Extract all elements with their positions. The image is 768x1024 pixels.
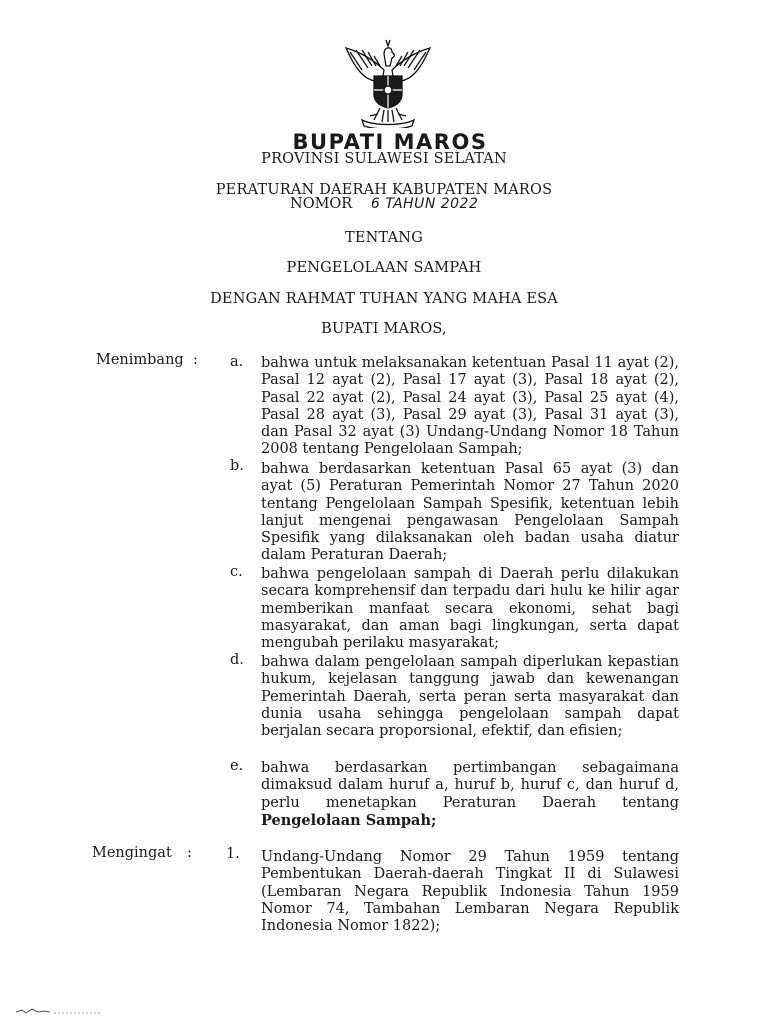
bupati-title: BUPATI MAROS — [292, 130, 488, 154]
menimbang-item-text: bahwa untuk melaksanakan ketentuan Pasal 11 ayat (2), Pasal 12 ayat (2), Pasal 17 ayat (3), Pasal 18 ayat (2), Pasal 22 ayat (2), Pasal 24 ayat (3), Pasal 25 ayat (4), Pasal 28 ayat (3), Pasal 29 ayat (3), Pasal 31 ayat (3), dan Pasal 32 ayat (3) Undang-Undang Nomor 18 Tahun 2008 tentang Pengelolaan Sampah; — [261, 355, 679, 458]
menimbang-item-e-bold: Pengelolaan Sampah; — [261, 811, 437, 829]
scan-mark-icon — [14, 1006, 104, 1016]
nomor-handwritten: 6 TAHUN 2022 — [370, 196, 479, 212]
regulation-title: PERATURAN DAERAH KABUPATEN MAROS — [215, 182, 553, 198]
menimbang-item-text — [261, 760, 679, 830]
addressee: BUPATI MAROS, — [321, 321, 447, 337]
menimbang-item-text: bahwa pengelolaan sampah di Daerah perlu dilakukan secara komprehensif dan terpadu dari hulu ke hilir agar memberikan manfaat secara ekonomi, sehat bagi masyarakat, dan aman bagi lingkungan, serta dapat mengubah perilaku masyarakat; — [261, 566, 679, 652]
nomor-label: NOMOR — [290, 196, 353, 212]
regulation-number — [290, 196, 478, 212]
menimbang-item-marker: e. — [230, 758, 244, 774]
mengingat-colon: : — [187, 845, 192, 861]
garuda-emblem-icon — [340, 36, 436, 128]
mengingat-item-text: Undang-Undang Nomor 29 Tahun 1959 tentang Pembentukan Daerah-daerah Tingkat II di Sulawesi (Lembaran Negara Republik Indonesia Tahun 1959 Nomor 74, Tambahan Lembaran Negara Republik Indonesia Nomor 1822); — [261, 849, 679, 935]
menimbang-item-text: bahwa dalam pengelolaan sampah diperlukan kepastian hukum, kejelasan tanggung jawab dan kewenangan Pemerintah Daerah, serta peran serta masyarakat dan dunia usaha sehingga pengelolaan sampah dapat berjalan secara proporsional, efektif, dan efisien; — [261, 654, 679, 740]
regulation-subject: PENGELOLAAN SAMPAH — [286, 260, 482, 276]
menimbang-item-marker: b. — [230, 458, 244, 474]
preamble: DENGAN RAHMAT TUHAN YANG MAHA ESA — [210, 291, 558, 307]
mengingat-item-marker: 1. — [226, 846, 240, 862]
menimbang-item-marker: c. — [230, 564, 243, 580]
menimbang-item-marker: a. — [230, 354, 244, 370]
menimbang-colon: : — [193, 352, 198, 368]
menimbang-label: Menimbang — [96, 352, 184, 368]
mengingat-label: Mengingat — [92, 845, 172, 861]
province-name: PROVINSI SULAWESI SELATAN — [261, 151, 507, 167]
menimbang-item-e-text: bahwa berdasarkan pertimbangan sebagaimana dimaksud dalam huruf a, huruf b, huruf c, dan huruf d, perlu menetapkan Peraturan Daerah tentang — [261, 760, 679, 811]
tentang-heading: TENTANG — [345, 230, 423, 246]
menimbang-item-text: bahwa berdasarkan ketentuan Pasal 65 ayat (3) dan ayat (5) Peraturan Pemerintah Nomor 27 Tahun 2020 tentang Pengelolaan Sampah Spesifik, ketentuan lebih lanjut mengenai pengawasan Pengelolaan Sampah Spesifik yang dilaksanakan oleh badan usaha diatur dalam Peraturan Daerah; — [261, 461, 679, 564]
menimbang-item-marker: d. — [230, 652, 244, 668]
